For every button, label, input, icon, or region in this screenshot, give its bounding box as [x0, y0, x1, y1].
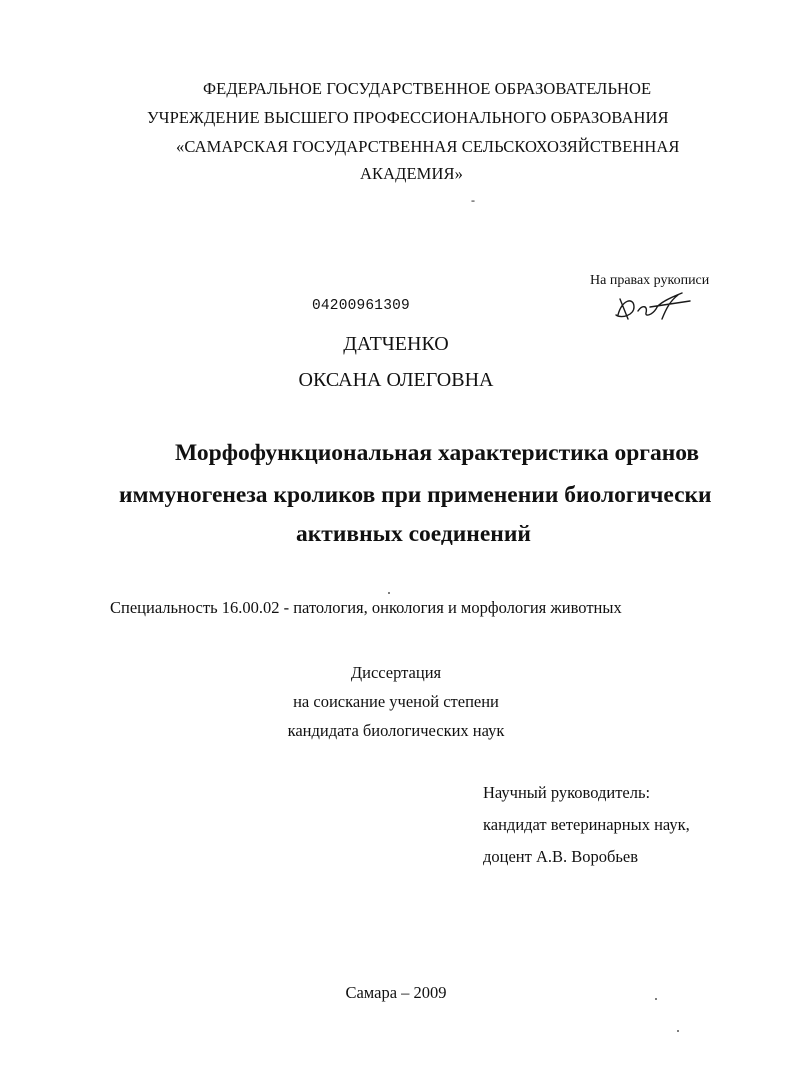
signature-icon	[612, 289, 692, 323]
city-year: Самара – 2009	[345, 983, 447, 1002]
manuscript-note: На правах рукописи	[590, 273, 710, 288]
degree-line-2: на соискание ученой степени	[293, 692, 499, 711]
supervisor-name: доцент А.В. Воробьев	[483, 847, 639, 866]
author-name: ОКСАНА ОЛЕГОВНА	[298, 369, 494, 391]
specialty: Специальность 16.00.02 - патология, онкология и морфология животных	[110, 598, 622, 617]
document-number: 04200961309	[312, 298, 410, 314]
scan-speck	[655, 998, 657, 1000]
dissertation-title-line-2: иммуногенеза кроликов при применении биологически	[119, 482, 712, 508]
institution-line-4: АКАДЕМИЯ»	[360, 164, 463, 183]
institution-line-1: ФЕДЕРАЛЬНОЕ ГОСУДАРСТВЕННОЕ ОБРАЗОВАТЕЛЬНОЕ	[203, 79, 652, 98]
institution-line-2: УЧРЕЖДЕНИЕ ВЫСШЕГО ПРОФЕССИОНАЛЬНОГО ОБРАЗОВАНИЯ	[147, 108, 669, 127]
dissertation-title-line-1: Морфофункциональная характеристика органов	[175, 440, 700, 466]
scan-speck	[677, 1030, 679, 1032]
scan-speck	[388, 592, 390, 594]
degree-line-3: кандидата биологических наук	[287, 721, 505, 740]
dissertation-title-line-3: активных соединений	[296, 521, 531, 547]
supervisor-label: Научный руководитель:	[483, 783, 651, 802]
degree-line-1: Диссертация	[350, 663, 442, 682]
author-surname: ДАТЧЕНКО	[343, 333, 449, 355]
dash-mark: -	[471, 193, 475, 207]
institution-line-3: «САМАРСКАЯ ГОСУДАРСТВЕННАЯ СЕЛЬСКОХОЗЯЙСТВЕННАЯ	[176, 137, 680, 156]
supervisor-degree: кандидат ветеринарных наук,	[483, 815, 690, 834]
